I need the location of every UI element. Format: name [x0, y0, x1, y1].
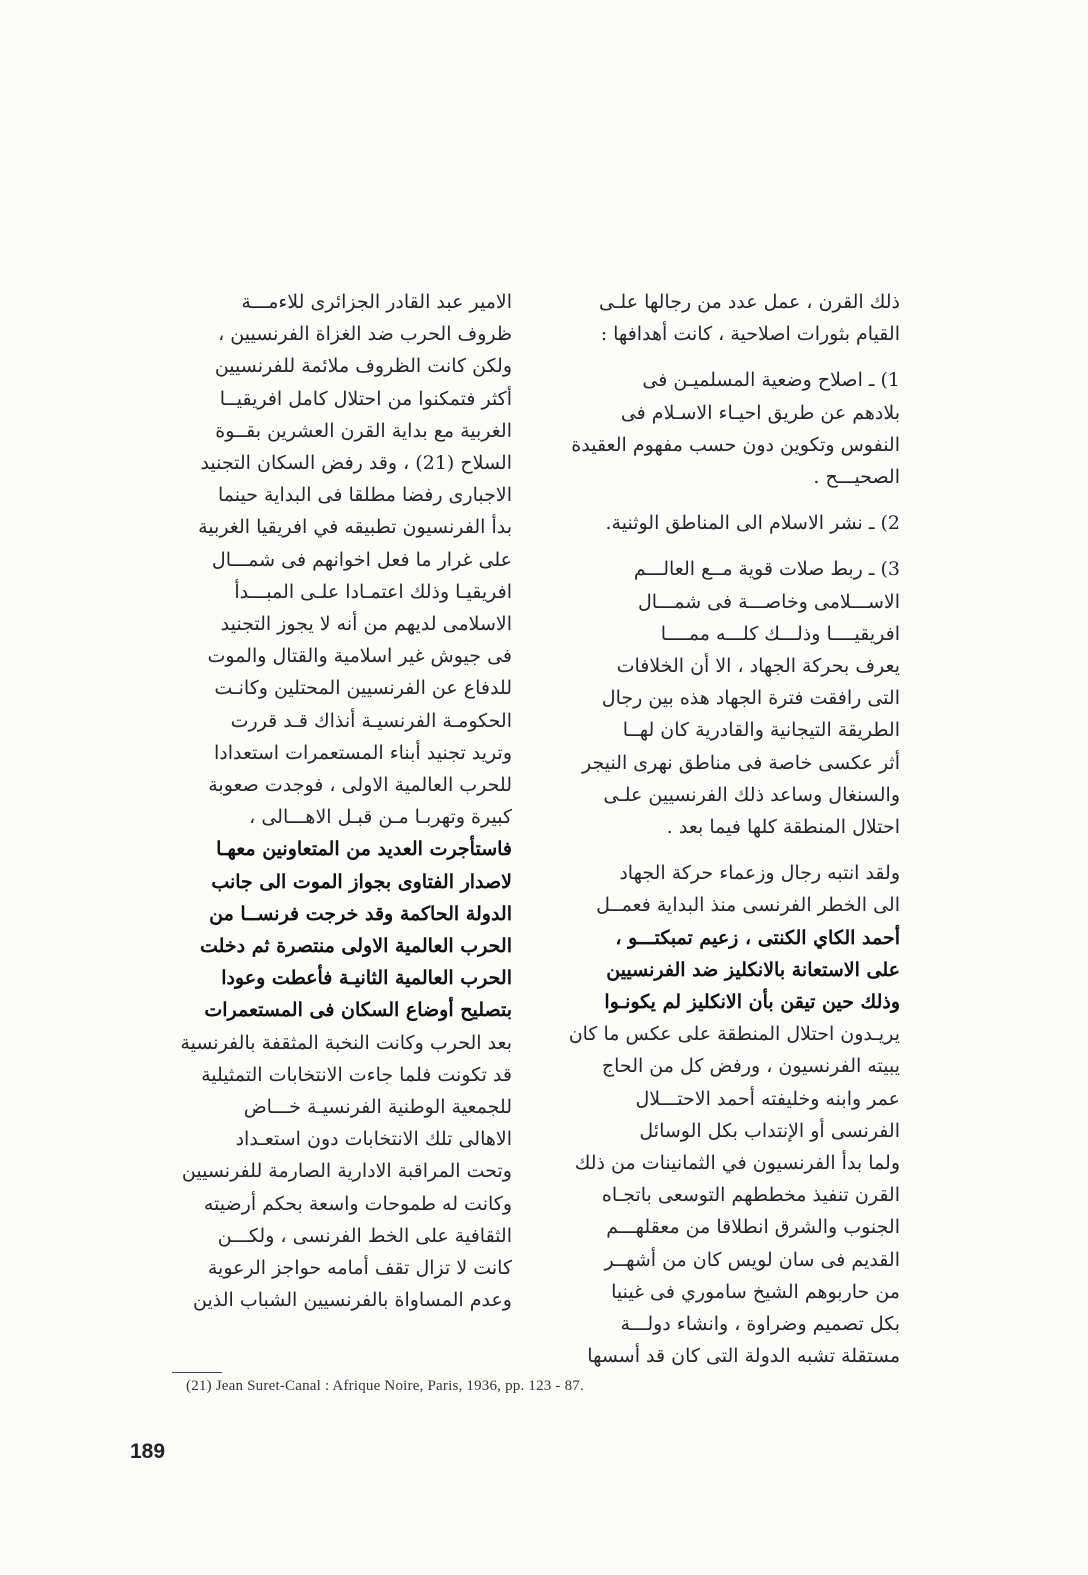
text-line: وكانت له طموحات واسعة بحكم أرضيته [203, 1192, 512, 1215]
text-line: القديم فى سان لويس كان من أشهــر [604, 1248, 900, 1271]
text-line: الاســـلامى وخاصـــة فى شمـــال [637, 590, 900, 613]
text-line: يعرف بحركة الجهاد ، الا أن الخلافات [616, 655, 900, 678]
text-line: الصحيـــح . [813, 466, 900, 489]
text-line: الحكومـة الفرنسيـة أنذاك قـد قررت [230, 709, 512, 732]
text-line: يريـدون احتلال المنطقة على عكس ما كان [568, 1023, 900, 1046]
text-line: ظروف الحرب ضد الغزاة الفرنسيين ، [218, 323, 512, 346]
right-text-column [518, 286, 900, 1373]
text-line: القرن تنفيذ مخططهم التوسعى باتجـاه [601, 1184, 900, 1207]
footnote-divider [172, 1372, 222, 1373]
text-line: وذلك حين تيقن بأن الانكليز لم يكونـوا [604, 991, 900, 1014]
text-line: أحمد الكاي الكنتى ، زعيم تمبكتـــو ، [615, 926, 900, 949]
text-line: لاصدار الفتاوى بجواز الموت الى جانب [211, 870, 512, 893]
text-line: كبيرة وتهربـا مـن قبـل الاهـــالى ، [249, 806, 512, 829]
text-line: ذلك القرن ، عمل عدد من رجالها علـى [599, 291, 900, 313]
text-line: بكل تصميم وضراوة ، وانشاء دولـــة [620, 1313, 900, 1336]
text-line: فاستأجرت العديد من المتعاونين معهـا [216, 838, 512, 861]
text-line: الاهالى تلك الانتخابات دون استعـداد [235, 1128, 512, 1151]
text-line: الاجبارى رفضا مطلقا فى البداية حينما [217, 484, 512, 507]
text-line: الى الخطر الفرنسى منذ البداية فعمــل [596, 894, 900, 917]
text-line: التى رافقت فترة الجهاد هذه بين رجال [601, 687, 900, 710]
text-line: القيام بثورات اصلاحية ، كانت أهدافها : [600, 323, 900, 346]
text-line: الفرنسى أو الإنتداب بكل الوسائل [639, 1119, 900, 1142]
text-line: الطريقة التيجانية والقادرية كان لهــا [622, 719, 900, 742]
text-line: أثر عكسى خاصة فى مناطق نهرى النيجر [581, 751, 900, 774]
text-line: وعدم المساواة بالفرنسيين الشباب الذين [193, 1289, 512, 1312]
text-line: الامير عبد القادر الجزائرى للاءمـــة [241, 291, 512, 313]
text-line: الغربية مع بداية القرن العشرين بقــوة [215, 419, 512, 442]
text-line: افريقيـا وذلك اعتمـادا علـى المبـــدأ [234, 580, 512, 603]
text-line: السلاح (21) ، وقد رفض السكان التجنيد [200, 452, 512, 475]
text-line: قد تكونت فلما جاءت الانتخابات التمثيلية [201, 1063, 512, 1086]
text-line: والسنغال وساعد ذلك الفرنسيين علـى [603, 783, 900, 806]
text-line: الحرب العالمية الثانيـة فأعطت وعودا [221, 967, 512, 990]
left-text-column [130, 286, 512, 1317]
page-number: 189 [130, 1440, 166, 1463]
text-line: الدولة الحاكمة وقد خرجت فرنســا من [209, 902, 512, 925]
text-line: عمر وابنه وخليفته أحمد الاحتـــلال [635, 1087, 900, 1110]
text-line: الحرب العالمية الاولى منتصرة ثم دخلت [199, 935, 512, 958]
text-line: ولقد انتبه رجال وزعماء حركة الجهاد [619, 862, 900, 885]
text-line: النفوس وتكوين دون حسب مفهوم العقيدة [571, 433, 900, 456]
text-line: بدأ الفرنسيون تطبيقه في افريقيا الغربية [198, 516, 512, 539]
text-line: بتصليح أوضاع السكان فى المستعمرات [204, 999, 512, 1022]
text-line: ولما بدأ الفرنسيون في الثمانينات من ذلك [574, 1152, 900, 1175]
text-line: للدفاع عن الفرنسيين المحتلين وكانـت [214, 677, 512, 700]
text-line: على غرار ما فعل اخوانهم فى شمـــال [211, 548, 512, 571]
text-line: على الاستعانة بالانكليز ضد الفرنسيين [606, 958, 900, 981]
text-line: الاسلامى لديهم من أنه لا يجوز التجنيد [220, 613, 512, 636]
text-line: مستقلة تشبه الدولة التى كان قد أسسها [587, 1345, 900, 1368]
paragraph-gap [518, 843, 900, 857]
text-line: احتلال المنطقة كلها فيما بعد . [666, 816, 900, 839]
text-line: من حاربوهم الشيخ ساموري فى غينيا [611, 1280, 900, 1303]
paragraph-gap [518, 350, 900, 364]
text-line: بلادهم عن طريق احيـاء الاسـلام فى [620, 401, 900, 424]
text-line: 1) ـ اصلاح وضعية المسلميـن فى [642, 369, 900, 392]
text-line: يبيته الفرنسيون ، ورفض كل من الحاج [601, 1055, 900, 1078]
text-line: 3) ـ ربط صلات قوية مــع العالـــم [633, 558, 900, 581]
text-line: وتحت المراقبة الادارية الصارمة للفرنسيين [181, 1160, 512, 1183]
text-line: 2) ـ نشر الاسلام الى المناطق الوثنية. [605, 512, 900, 535]
text-line: للحرب العالمية الاولى ، فوجدت صعوبة [208, 774, 512, 797]
footnote: (21) Jean Suret-Canal : Afrique Noire, Paris, 1936, pp. 123 - 87. [186, 1378, 584, 1394]
text-line: أكثر فتمكنوا من احتلال كامل افريقيــا [219, 387, 512, 410]
text-line: بعد الحرب وكانت النخبة المثقفة بالفرنسية [180, 1031, 512, 1054]
text-line: فى جيوش غير اسلامية والقتال والموت [207, 645, 512, 668]
paragraph-gap [518, 493, 900, 507]
text-line: للجمعية الوطنية الفرنسيـة خـــاض [243, 1096, 512, 1119]
paragraph-gap [518, 539, 900, 553]
text-line: الجنوب والشرق انطلاقا من معقلهـــم [606, 1216, 900, 1239]
text-line: الثقافية على الخط الفرنسى ، ولكـــن [217, 1224, 512, 1247]
text-line: كانت لا تزال تقف أمامه حواجز الرعوية [207, 1257, 512, 1280]
text-line: ولكن كانت الظروف ملائمة للفرنسيين [214, 355, 512, 378]
text-line: افريقيــــا وذلـــك كلـــه ممــــا [660, 622, 900, 645]
text-line: وتريد تجنيد أبناء المستعمرات استعدادا [213, 741, 512, 764]
